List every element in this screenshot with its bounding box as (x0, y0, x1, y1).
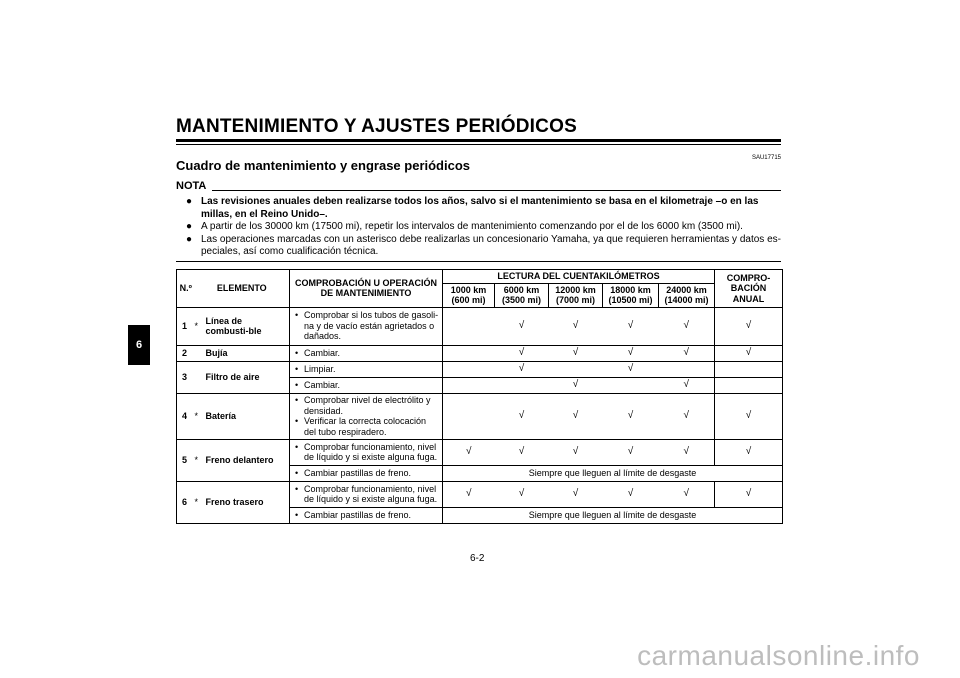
page-title: MANTENIMIENTO Y AJUSTES PERIÓDICOS (176, 116, 577, 137)
nota-item: ● Las operaciones marcadas con un asterisco debe realizarlas un concesionario Yamaha, ya que requieren herramientas y datos es-peciales, así como cualificación técnica. (186, 233, 781, 257)
nota-item: ● Las revisiones anuales deben realizarse todos los años, salvo si el mantenimiento se basa en el kilometraje –o en las millas, en el Reino Unido–. (186, 196, 759, 220)
section-code: SAU17715 (751, 155, 781, 161)
nota-item: ● A partir de los 30000 km (17500 mi), repetir los intervalos de mantenimiento comenzando por el de los 6000 km (3500 mi). (186, 221, 743, 232)
bullet-icon: ● (186, 221, 193, 232)
table-row: 5 * Freno delantero • Comprobar funcionamiento, nivel de líquido y si existe alguna fuga. √ √ √ √ √ √ (177, 439, 783, 465)
table-row: 3 Filtro de aire • Limpiar. √ √ (177, 361, 783, 377)
title-rule-thick (176, 139, 781, 142)
table-row: • Cambiar pastillas de freno. Siempre que lleguen al límite de desgaste (177, 465, 783, 481)
bullet-icon: ● (186, 196, 193, 207)
page-number: 6-2 (470, 553, 485, 564)
table-header-row (177, 270, 783, 284)
table-row: 2 Bujía • Cambiar. √ √ √ √ √ (177, 345, 783, 361)
watermark-logo: carmanualsonline.info (637, 640, 920, 671)
nota-rule (212, 190, 781, 191)
table-row: • Cambiar pastillas de freno. Siempre que lleguen al límite de desgaste (177, 507, 783, 523)
header-annual: COMPRO-BACIÓN ANUAL (715, 270, 783, 308)
maintenance-table (176, 269, 783, 524)
nota-heading (176, 180, 781, 194)
header-odometer: LECTURA DEL CUENTAKILÓMETROS (443, 270, 715, 284)
header-element: ELEMENTO (195, 270, 290, 308)
bullet-icon: ● (186, 233, 193, 245)
interval-24000: 24000 km (14000 mi) (659, 283, 715, 307)
interval-18000: 18000 km (10500 mi) (603, 283, 659, 307)
interval-1000: 1000 km (600 mi) (443, 283, 495, 307)
table-row: 4 * Batería • Comprobar nivel de electrólito y densidad. • Verificar la correcta colocación del tubo respiradero. √ √ √ √ √ (177, 393, 783, 439)
table-row: 1 * Línea de combusti-ble • Comprobar si los tubos de gasoli-na y de vacío están agrietados o dañados. √ √ √ √ √ (177, 307, 783, 345)
nota-label: NOTA (176, 180, 207, 192)
section-subtitle: Cuadro de mantenimiento y engrase periódicos (176, 158, 471, 173)
table-row: 6 * Freno trasero • Comprobar funcionamiento, nivel de líquido y si existe alguna fuga. √ √ √ √ √ √ (177, 481, 783, 507)
chapter-tab: 6 (128, 325, 150, 365)
table-row: • Cambiar. √ √ (177, 377, 783, 393)
interval-6000: 6000 km (3500 mi) (495, 283, 549, 307)
interval-12000: 12000 km (7000 mi) (549, 283, 603, 307)
header-no: N.º (177, 270, 195, 308)
nota-end-rule (176, 261, 781, 262)
nota-list (186, 196, 782, 259)
header-operation: COMPROBACIÓN U OPERACIÓN DE MANTENIMIENTO (290, 270, 443, 308)
title-rule-thin (176, 144, 781, 145)
